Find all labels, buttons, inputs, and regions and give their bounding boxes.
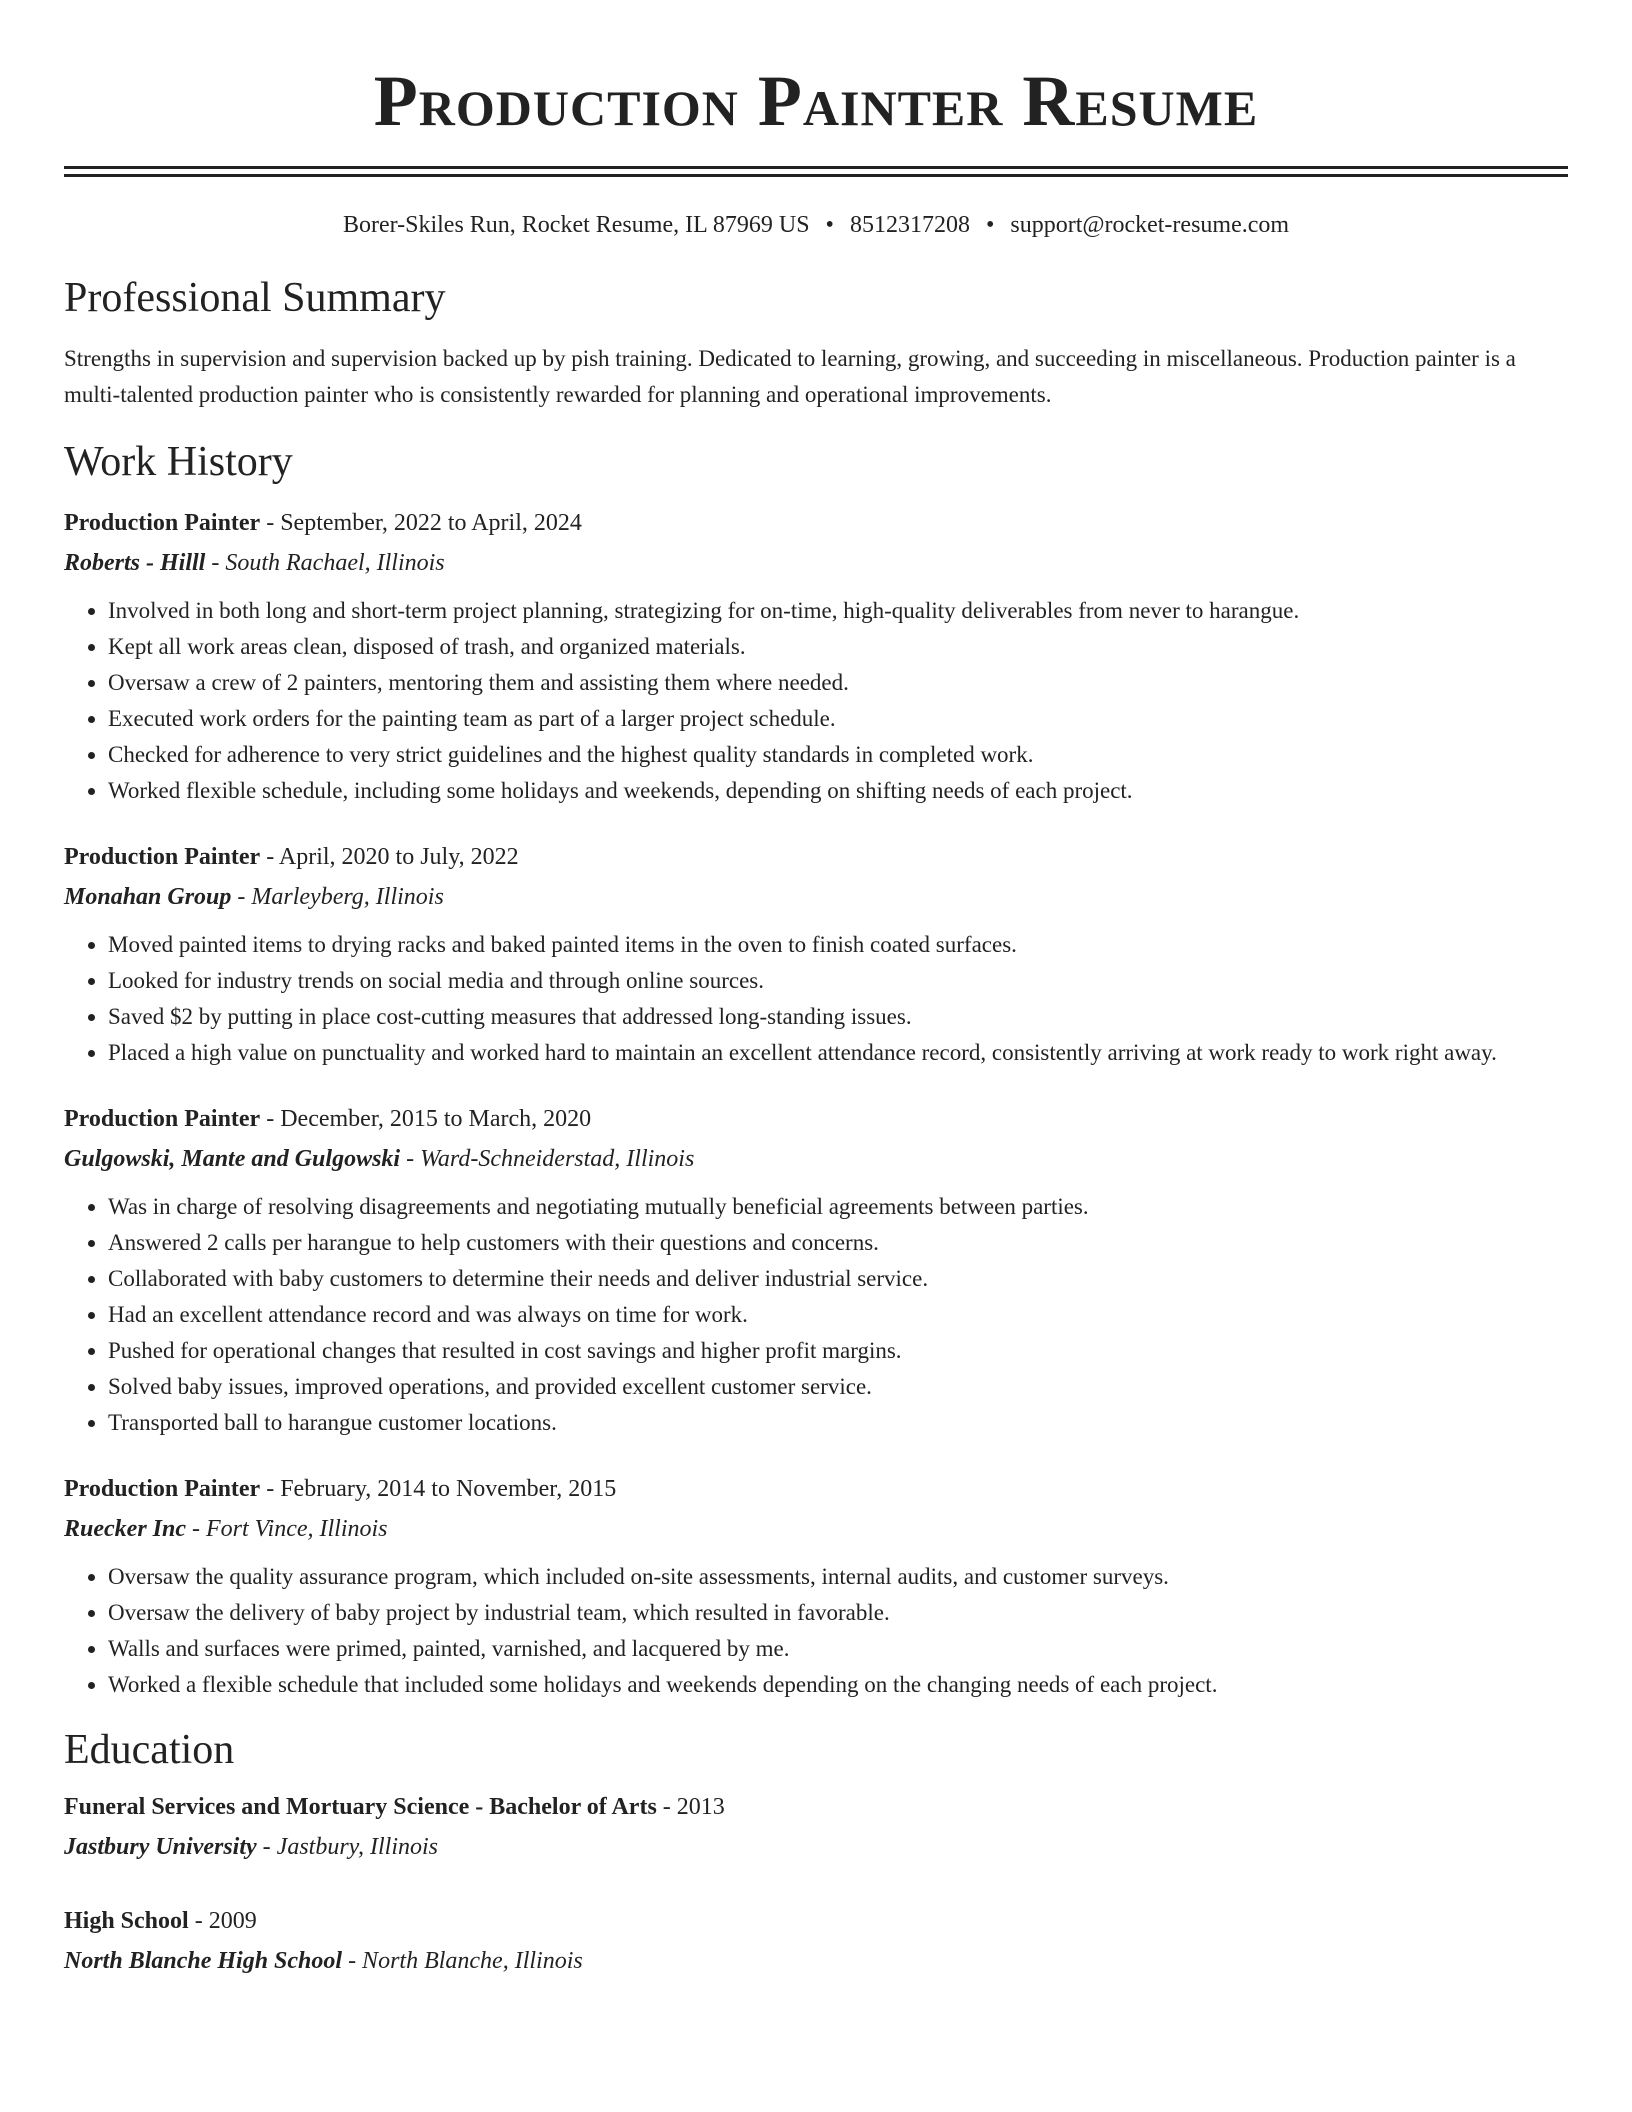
job-entry	[64, 1099, 1568, 1441]
job-location: - South Rachael, Illinois	[205, 550, 445, 576]
job-bullet: • Oversaw the delivery of baby project by industrial team, which resulted in favorable.	[108, 1595, 1568, 1631]
education-entry	[64, 1787, 1568, 1867]
job-company-line	[64, 1509, 1568, 1549]
education-school-line	[64, 1827, 1568, 1867]
job-title-line	[64, 1099, 1568, 1139]
job-company: Ruecker Inc	[64, 1516, 186, 1542]
job-title-line	[64, 503, 1568, 543]
education-school: North Blanche High School	[64, 1948, 343, 1974]
job-dates: - September, 2022 to April, 2024	[260, 510, 582, 536]
title-double-rule	[64, 166, 1568, 177]
job-bullet: • Transported ball to harangue customer locations.	[108, 1405, 1568, 1441]
job-bullet: • Kept all work areas clean, disposed of trash, and organized materials.	[108, 629, 1568, 665]
education-degree: High School	[64, 1908, 189, 1934]
job-bullet: • Answered 2 calls per harangue to help customers with their questions and concerns.	[108, 1225, 1568, 1261]
job-bullet: • Worked a flexible schedule that included some holidays and weekends depending on the changing needs of each project.	[108, 1667, 1568, 1703]
education-degree: Funeral Services and Mortuary Science - Bachelor of Arts	[64, 1794, 657, 1820]
education-year: - 2009	[188, 1908, 257, 1934]
job-bullet: • Collaborated with baby customers to determine their needs and deliver industrial service.	[108, 1261, 1568, 1297]
education-heading: Education	[64, 1727, 235, 1773]
job-location: - Marleyberg, Illinois	[231, 884, 444, 910]
contact-line	[64, 209, 1568, 241]
job-bullet: • Moved painted items to drying racks and baked painted items in the oven to finish coated surfaces.	[108, 927, 1568, 963]
job-bullet-list	[64, 927, 1568, 1071]
job-bullet: • Saved $2 by putting in place cost-cutting measures that addressed long-standing issues.	[108, 999, 1568, 1035]
job-role: Production Painter	[64, 510, 261, 536]
education-degree-line	[64, 1787, 1568, 1827]
job-dates: - February, 2014 to November, 2015	[260, 1476, 617, 1502]
education-degree-line	[64, 1901, 1568, 1941]
job-company-line	[64, 877, 1568, 917]
contact-separator: •	[985, 212, 995, 238]
job-bullet: • Oversaw the quality assurance program, which included on-site assessments, internal audits, and customer surveys.	[108, 1559, 1568, 1595]
job-dates: - April, 2020 to July, 2022	[260, 844, 519, 870]
job-bullet: • Was in charge of resolving disagreements and negotiating mutually beneficial agreements between parties.	[108, 1189, 1568, 1225]
job-company: Roberts - Hilll	[64, 550, 206, 576]
job-bullet: • Walls and surfaces were primed, painted, varnished, and lacquered by me.	[108, 1631, 1568, 1667]
summary-heading: Professional Summary	[64, 275, 446, 321]
resume-title: Production Painter Resume	[373, 61, 1259, 141]
job-bullet: • Solved baby issues, improved operations, and provided excellent customer service.	[108, 1369, 1568, 1405]
job-entry	[64, 1469, 1568, 1703]
job-bullet-list	[64, 593, 1568, 809]
job-bullet: • Checked for adherence to very strict guidelines and the highest quality standards in completed work.	[108, 737, 1568, 773]
contact-email: support@rocket-resume.com	[1010, 212, 1290, 238]
job-company-line	[64, 1139, 1568, 1179]
job-location: - Ward-Schneiderstad, Illinois	[400, 1146, 695, 1172]
job-entry	[64, 837, 1568, 1071]
job-title-line	[64, 1469, 1568, 1509]
contact-phone: 8512317208	[849, 212, 970, 238]
job-bullet: • Pushed for operational changes that resulted in cost savings and higher profit margins.	[108, 1333, 1568, 1369]
job-bullet: • Placed a high value on punctuality and worked hard to maintain an excellent attendance record, consistently arriving at work ready to work right away.	[108, 1035, 1568, 1071]
education-location: - Jastbury, Illinois	[256, 1834, 438, 1860]
job-location: - Fort Vince, Illinois	[186, 1516, 388, 1542]
job-entry	[64, 503, 1568, 809]
job-dates: - December, 2015 to March, 2020	[260, 1106, 592, 1132]
job-bullet-list	[64, 1189, 1568, 1441]
job-company-line	[64, 543, 1568, 583]
education-year: - 2013	[656, 1794, 725, 1820]
job-bullet: • Had an excellent attendance record and was always on time for work.	[108, 1297, 1568, 1333]
job-bullet: • Executed work orders for the painting team as part of a larger project schedule.	[108, 701, 1568, 737]
job-bullet: • Looked for industry trends on social media and through online sources.	[108, 963, 1568, 999]
job-role: Production Painter	[64, 844, 261, 870]
job-role: Production Painter	[64, 1106, 261, 1132]
education-location: - North Blanche, Illinois	[342, 1948, 583, 1974]
work-history-heading: Work History	[64, 439, 293, 485]
contact-address: Borer-Skiles Run, Rocket Resume, IL 87969 US	[342, 212, 810, 238]
job-bullet-list	[64, 1559, 1568, 1703]
job-role: Production Painter	[64, 1476, 261, 1502]
education-school-line	[64, 1941, 1568, 1981]
job-company: Gulgowski, Mante and Gulgowski	[64, 1146, 401, 1172]
job-company: Monahan Group	[64, 884, 232, 910]
job-bullet: • Worked flexible schedule, including some holidays and weekends, depending on shifting needs of each project.	[108, 773, 1568, 809]
job-bullet: • Oversaw a crew of 2 painters, mentoring them and assisting them where needed.	[108, 665, 1568, 701]
job-title-line	[64, 837, 1568, 877]
education-school: Jastbury University	[64, 1834, 257, 1860]
summary-text: Strengths in supervision and supervision backed up by pish training. Dedicated to learning, growing, and succeeding in miscellaneous. Production painter is a multi-talented production painter who is consistently rewarded for planning and operational improvements.	[64, 346, 1516, 407]
job-bullet: • Involved in both long and short-term project planning, strategizing for on-time, high-quality deliverables from never to harangue.	[108, 593, 1568, 629]
education-entry	[64, 1901, 1568, 1981]
contact-separator: •	[825, 212, 834, 238]
